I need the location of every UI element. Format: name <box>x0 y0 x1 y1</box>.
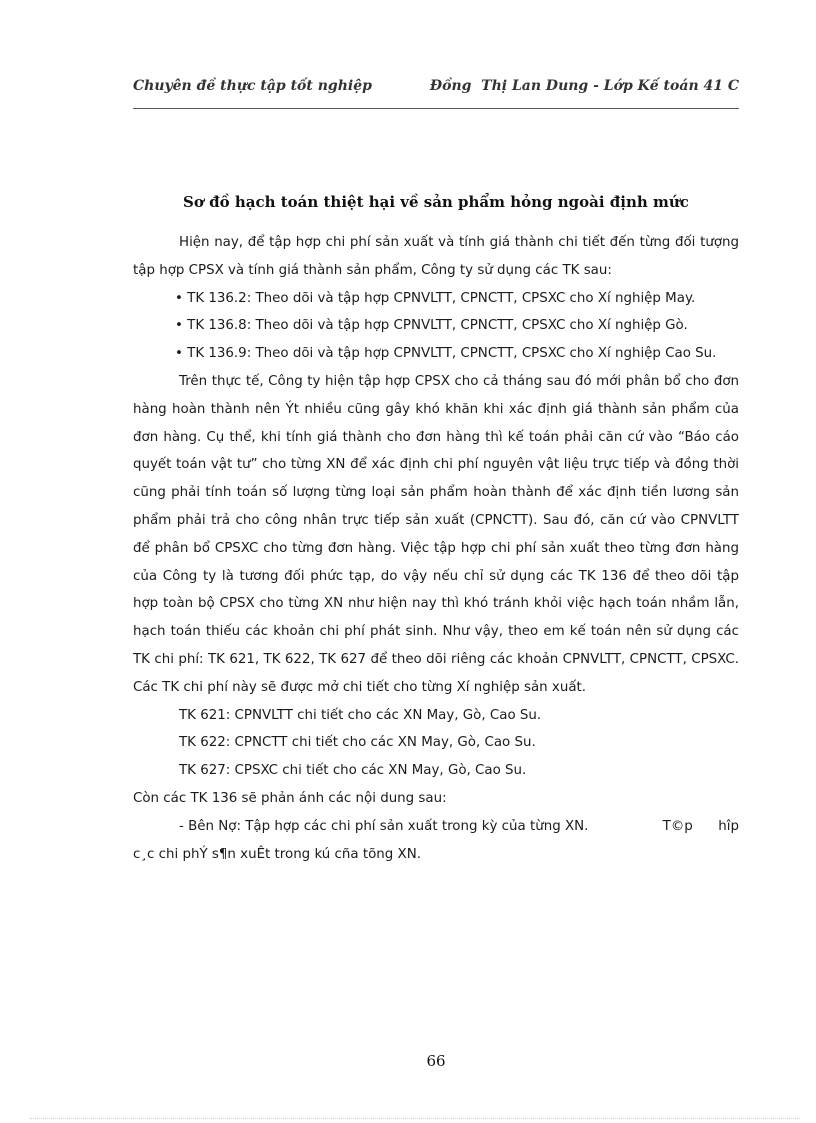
garbled-text-line: c¸c chi phÝ s¶n xuÊt trong kú cña tõng XN. <box>133 846 421 862</box>
garbled-text-fragment: T©p hîp <box>662 818 739 834</box>
paragraph-analysis: Trên thực tế, Công ty hiện tập hợp CPSX cho cả tháng sau đó mới phân bổ cho đơn hàng hoàn thành nên Ýt nhiều cũng gây khó khăn khi xác định giá thành sản phẩm của đơn hàng. Cụ thể, khi tính giá thành cho đơn hàng thì kế toán phải căn cứ vào “Báo cáo quyết toán vật tư” cho từng XN để xác định chi phí nguyên vật liệu trực tiếp và đồng thời cũng phải tính toán số lượng từng loại sản phẩm hoàn thành để xác định tiền lương sản phẩm phải trả cho công nhân trực tiếp sản xuất (CPNCTT). Sau đó, căn cứ vào CPNVLTT để phân bổ CPSXC cho từng đơn hàng. Việc tập hợp chi phí sản xuất theo từng đơn hàng của Công ty là tương đối phức tạp, do vậy nếu chỉ sử dụng các TK 136 để theo dõi tập hợp toàn bộ CPSX cho từng XN như hiện nay thì khó tránh khỏi việc hạch toán nhầm lẫn, hạch toán thiếu các khoản chi phí phát sinh. Như vậy, theo em kế toán nên sử dụng các TK chi phí: TK 621, TK 622, TK 627 để theo dõi riêng các khoản CPNVLTT, CPNCTT, CPSXC. Các TK chi phí này sẽ được mở chi tiết cho từng Xí nghiệp sản xuất. <box>133 373 739 695</box>
bullet-tk-136-2: • TK 136.2: Theo dõi và tập hợp CPNVLTT, CPNCTT, CPSXC cho Xí nghiệp May. <box>175 290 696 306</box>
line-tk-627: TK 627: CPSXC chi tiết cho các XN May, Gò, Cao Su. <box>179 763 527 779</box>
ben-no-text: - Bên Nợ: Tập hợp các chi phí sản xuất trong kỳ của từng XN. <box>179 818 589 834</box>
line-ben-no <box>133 813 739 841</box>
section-title: Sơ đồ hạch toán thiệt hại về sản phẩm hỏng ngoài định mức <box>183 193 689 211</box>
footer-divider <box>30 1118 800 1119</box>
bullet-tk-136-9: • TK 136.9: Theo dõi và tập hợp CPNVLTT, CPNCTT, CPSXC cho Xí nghiệp Cao Su. <box>175 346 717 362</box>
paragraph-tk-136-content: Còn các TK 136 sẽ phản ánh các nội dung sau: <box>133 790 447 806</box>
bullet-tk-136-8: • TK 136.8: Theo dõi và tập hợp CPNVLTT, CPNCTT, CPSXC cho Xí nghiệp Gò. <box>175 318 688 334</box>
paragraph-intro: Hiện nay, để tập hợp chi phí sản xuất và tính giá thành chi tiết đến từng đối tượng tập hợp CPSX và tính giá thành sản phẩm, Công ty sử dụng các TK sau: <box>133 235 739 278</box>
page-header <box>133 72 739 109</box>
line-tk-622: TK 622: CPNCTT chi tiết cho các XN May, Gò, Cao Su. <box>179 735 536 751</box>
document-body <box>133 229 739 868</box>
page-number: 66 <box>426 1052 446 1070</box>
line-tk-621: TK 621: CPNVLTT chi tiết cho các XN May, Gò, Cao Su. <box>179 707 542 723</box>
header-left-text: Chuyên đề thực tập tốt nghiệp <box>133 78 372 94</box>
header-right-text: Đồng Thị Lan Dung - Lớp Kế toán 41 C <box>429 78 739 94</box>
